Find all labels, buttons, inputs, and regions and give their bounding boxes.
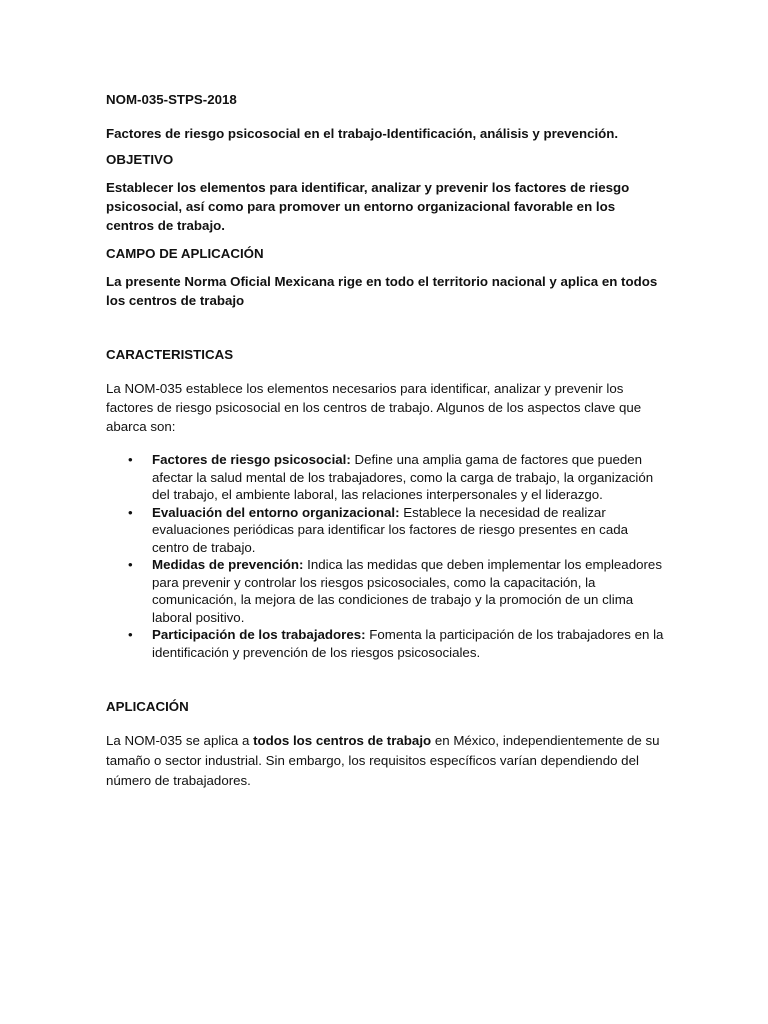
list-item-text: Indica las medidas que deben implementar los empleadores para prevenir y controlar los riesgos psicosociales, como la capacitación, la comunicación, la mejora de las condiciones de trabajo y la promoción de un clima laboral positivo. xyxy=(152,557,662,625)
list-item-term: Evaluación del entorno organizacional: xyxy=(152,504,400,520)
campo-aplicacion-heading: CAMPO DE APLICACIÓN xyxy=(106,246,264,261)
bullet-icon: • xyxy=(128,627,133,642)
document-subtitle: Factores de riesgo psicosocial en el trabajo-Identificación, análisis y prevención. xyxy=(106,126,619,141)
list-item-text: Establece la necesidad de realizar evaluaciones periódicas para identificar los factores de riesgo presentes en cada centro de trabajo. xyxy=(152,504,629,555)
campo-aplicacion-text: La presente Norma Oficial Mexicana rige en todo el territorio nacional y aplica en todos los centros de trabajo xyxy=(106,274,658,308)
list-item-text: Fomenta la participación de los trabajadores en la identificación y prevención de los riesgos psicosociales. xyxy=(152,627,664,660)
bullet-icon: • xyxy=(128,557,133,572)
caracteristicas-heading: CARACTERISTICAS xyxy=(106,347,234,362)
caracteristicas-intro: La NOM-035 establece los elementos necesarios para identificar, analizar y prevenir los factores de riesgo psicosocial en los centros de trabajo. Algunos de los aspectos clave que abarca son: xyxy=(106,381,642,434)
list-item xyxy=(106,504,666,557)
objetivo-text: Establecer los elementos para identificar, analizar y prevenir los factores de riesgo psicosocial, así como para promover un entorno organizacional favorable en los centros de trabajo. xyxy=(106,180,630,233)
aplicacion-heading: APLICACIÓN xyxy=(106,699,189,714)
objetivo-heading: OBJETIVO xyxy=(106,152,174,167)
bullet-icon: • xyxy=(128,504,133,520)
document-body xyxy=(106,90,666,791)
list-item-term: Medidas de prevención: xyxy=(152,557,304,572)
list-item-text: Define una amplia gama de factores que pueden afectar la salud mental de los trabajadores, como la carga de trabajo, la organización del trabajo, el ambiente laboral, las relaciones interpersonales y el liderazgo. xyxy=(152,452,654,502)
aplicacion-text-emphasis: todos los centros de trabajo xyxy=(253,733,432,748)
list-item-term: Factores de riesgo psicosocial: xyxy=(152,452,351,467)
list-item xyxy=(106,451,666,504)
aplicacion-text-before: La NOM-035 se aplica a xyxy=(106,733,254,748)
list-item xyxy=(106,626,666,661)
bullet-icon: • xyxy=(128,452,133,467)
aplicacion-text xyxy=(106,731,666,791)
document-title: NOM-035-STPS-2018 xyxy=(106,92,237,107)
list-item-term: Participación de los trabajadores: xyxy=(152,627,366,642)
caracteristicas-list xyxy=(106,451,666,661)
aplicacion-text-after: en México, independientemente de su tamaño o sector industrial. Sin embargo, los requisitos específicos varían dependiendo del número de trabajadores. xyxy=(106,733,660,788)
list-item xyxy=(106,556,666,626)
